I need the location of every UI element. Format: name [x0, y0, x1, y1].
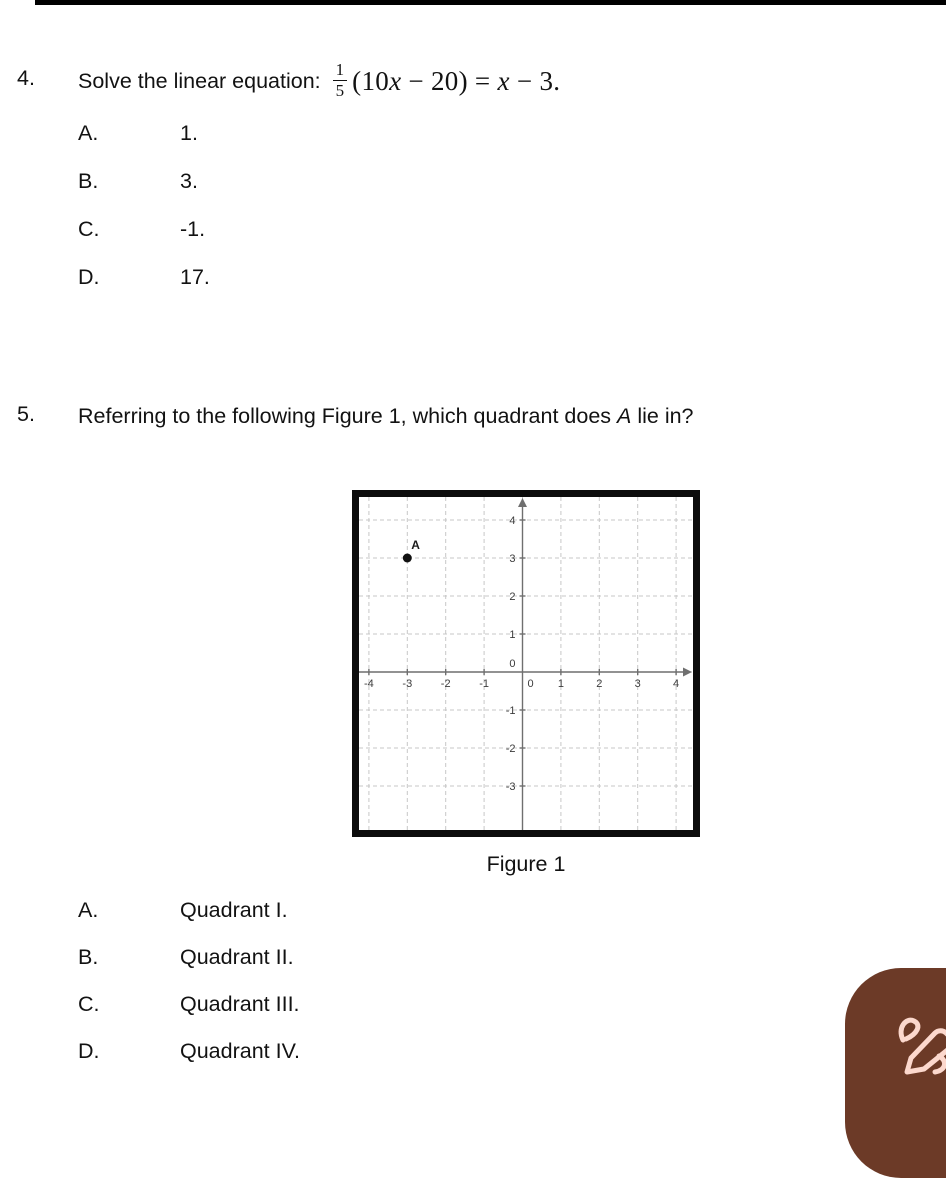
question-4-prompt: Solve the linear equation:	[78, 68, 321, 93]
question-5-number: 5.	[17, 402, 35, 426]
svg-text:3: 3	[509, 553, 516, 565]
svg-text:1: 1	[557, 678, 564, 690]
top-divider	[35, 0, 946, 5]
svg-text:0: 0	[509, 658, 516, 670]
svg-text:-4: -4	[364, 678, 374, 690]
q4-option-c	[78, 215, 205, 243]
figure-plot	[359, 497, 693, 830]
svg-text:3: 3	[634, 678, 641, 690]
q5-option-b-letter: B.	[78, 945, 99, 969]
q5-option-b	[78, 943, 294, 971]
svg-text:A: A	[411, 538, 420, 552]
svg-text:-3: -3	[505, 781, 516, 793]
question-4-row	[78, 58, 560, 104]
q5-option-d	[78, 1037, 300, 1065]
svg-text:0: 0	[527, 678, 534, 690]
question-4-number: 4.	[17, 66, 35, 90]
q4-option-a-letter: A.	[78, 121, 99, 145]
question-5-prompt: Referring to the following Figure 1, which quadrant does A lie in?	[78, 404, 694, 428]
svg-text:-2: -2	[505, 743, 516, 755]
q4-option-a-text: 1.	[180, 121, 198, 145]
svg-text:-2: -2	[440, 678, 451, 690]
svg-text:2: 2	[596, 678, 603, 690]
q5-option-c	[78, 990, 300, 1018]
q4-option-d-letter: D.	[78, 265, 100, 289]
q4-option-c-letter: C.	[78, 217, 100, 241]
q4-option-b	[78, 167, 198, 195]
q4-option-c-text: -1.	[180, 217, 206, 241]
question-4-equation: (10x − 20) = x − 3.	[352, 65, 561, 96]
q4-option-b-letter: B.	[78, 169, 99, 193]
q4-option-d	[78, 263, 210, 291]
q5-option-a-letter: A.	[78, 898, 99, 922]
q4-option-a	[78, 119, 198, 147]
q5-option-d-text: Quadrant IV.	[180, 1039, 300, 1063]
sign-annotate-button[interactable]	[845, 968, 946, 1178]
q5-option-c-text: Quadrant III.	[180, 992, 300, 1016]
svg-text:1: 1	[509, 629, 516, 641]
svg-text:4: 4	[509, 515, 516, 527]
q5-option-a-text: Quadrant I.	[180, 898, 288, 922]
fraction-one-fifth: $\frac{1}{5}$	[333, 61, 348, 99]
q5-option-b-text: Quadrant II.	[180, 945, 294, 969]
svg-text:-3: -3	[402, 678, 413, 690]
q5-option-a	[78, 896, 288, 924]
scribble-pen-icon	[893, 1014, 946, 1078]
point-a-reference: A	[617, 404, 632, 428]
q4-option-b-text: 3.	[180, 169, 198, 193]
figure-1-caption: Figure 1	[486, 852, 566, 876]
svg-text:4: 4	[673, 678, 680, 690]
q5-option-c-letter: C.	[78, 992, 100, 1016]
q4-option-d-text: 17.	[180, 265, 210, 289]
svg-text:2: 2	[509, 591, 516, 603]
svg-text:-1: -1	[505, 705, 516, 717]
q5-option-d-letter: D.	[78, 1039, 100, 1063]
svg-text:-1: -1	[479, 678, 489, 690]
figure-1-plot-frame	[352, 490, 700, 837]
